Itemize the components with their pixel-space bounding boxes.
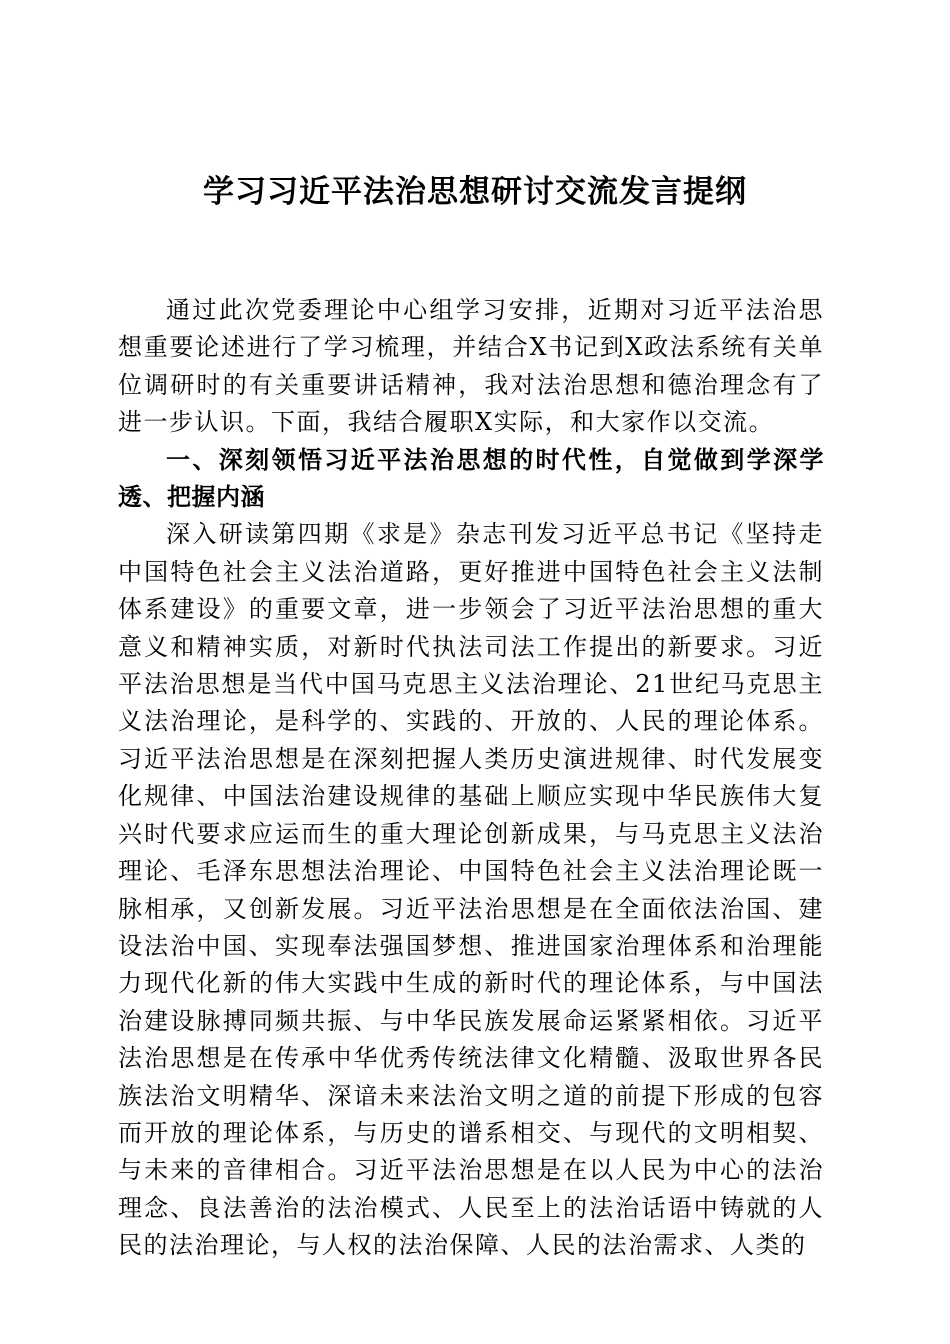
document-body <box>118 292 824 1265</box>
document-title: 学习习近平法治思想研讨交流发言提纲 <box>203 174 747 210</box>
section-1-paragraph: 深入研读第四期《求是》杂志刊发习近平总书记《坚持走中国特色社会主义法治道路，更好推进中国特色社会主义法制体系建设》的重要文章，进一步领会了习近平法治思想的重大意义和精神实质，对新时代执法司法工作提出的新要求。习近平法治思想是当代中国马克思主义法治理论、21世纪马克思主义法治理论，是科学的、实践的、开放的、人民的理论体系。习近平法治思想是在深刻把握人类历史演进规律、时代发展变化规律、中国法治建设规律的基础上顺应实现中华民族伟大复兴时代要求应运而生的重大理论创新成果，与马克思主义法治理论、毛泽东思想法治理论、中国特色社会主义法治理论既一脉相承，又创新发展。习近平法治思想是在全面依法治国、建设法治中国、实现奉法强国梦想、推进国家治理体系和治理能力现代化新的伟大实践中生成的新时代的理论体系，与中国法治建设脉搏同频共振、与中华民族发展命运紧紧相依。习近平法治思想是在传承中华优秀传统法律文化精髓、汲取世界各民族法治文明精华、深谙未来法治文明之道的前提下形成的包容而开放的理论体系，与历史的谱系相交、与现代的文明相契、与未来的音律相合。习近平法治思想是在以人民为中心的法治理念、良法善治的法治模式、人民至上的法治话语中铸就的人民的法治理论，与人权的法治保障、人民的法治需求、人类的 <box>118 520 824 1260</box>
intro-paragraph: 通过此次党委理论中心组学习安排，近期对习近平法治思想重要论述进行了学习梳理，并结合X书记到X政法系统有关单位调研时的有关重要讲话精神，我对法治思想和德治理念有了进一步认识。下面，我结合履职X实际，和大家作以交流。 <box>118 296 824 437</box>
section-1-heading: 一、深刻领悟习近平法治思想的时代性，自觉做到学深学透、把握内涵 <box>118 445 824 512</box>
